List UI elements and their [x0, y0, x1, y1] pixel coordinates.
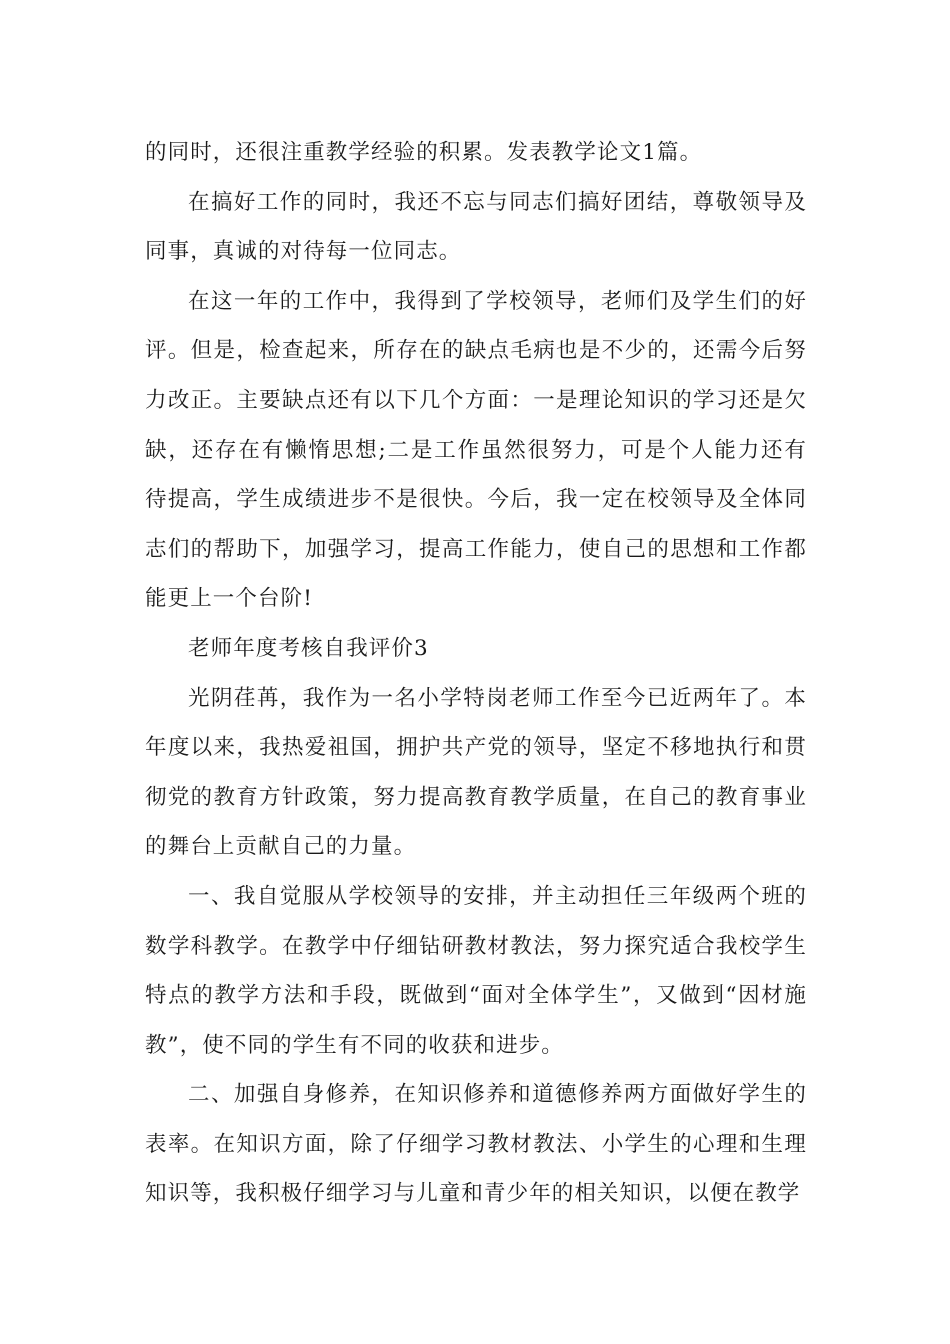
paragraph-intro: 光阴荏苒，我作为一名小学特岗老师工作至今已近两年了。本年度以来，我热爱祖国，拥护共产党的领导，坚定不移地执行和贯彻党的教育方针政策，努力提高教育教学质量，在自己的教育事业的舞台上贡献自己的力量。 [145, 685, 807, 860]
document-body [145, 128, 807, 1219]
paragraph-point-one: 一、我自觉服从学校领导的安排，并主动担任三年级两个班的数学科教学。在教学中仔细钻研教材教法，努力探究适合我校学生特点的教学方法和手段，既做到“面对全体学生”，又做到“因材施教”，使不同的学生有不同的收获和进步。 [145, 883, 807, 1058]
section-heading: 老师年度考核自我评价3 [188, 635, 429, 661]
paragraph-point-two: 二、加强自身修养，在知识修养和道德修养两方面做好学生的表率。在知识方面，除了仔细学习教材教法、小学生的心理和生理知识等，我积极仔细学习与儿童和青少年的相关知识，以便在教学 [145, 1082, 807, 1207]
paragraph-continuation: 的同时，还很注重教学经验的积累。发表教学论文1篇。 [145, 140, 703, 165]
paragraph-unity: 在搞好工作的同时，我还不忘与同志们搞好团结，尊敬领导及同事，真诚的对待每一位同志。 [145, 189, 807, 265]
paragraph-shortcomings: 在这一年的工作中，我得到了学校领导，老师们及学生们的好评。但是，检查起来，所存在的缺点毛病也是不少的，还需今后努力改正。主要缺点还有以下几个方面：一是理论知识的学习还是欠缺，还存在有懒惰思想;二是工作虽然很努力，可是个人能力还有待提高，学生成绩进步不是很快。今后，我一定在校领导及全体同志们的帮助下，加强学习，提高工作能力，使自己的思想和工作都能更上一个台阶! [145, 288, 807, 612]
